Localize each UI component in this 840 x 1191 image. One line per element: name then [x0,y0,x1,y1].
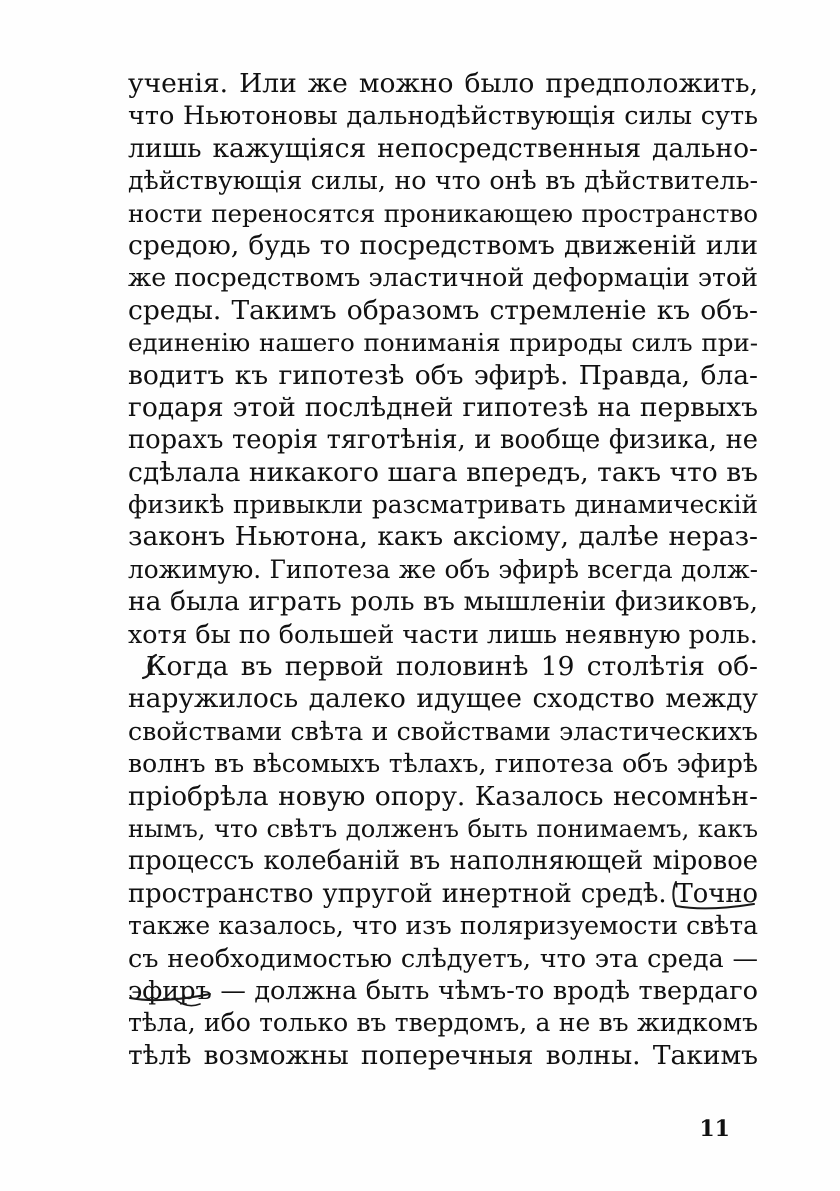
text-line: нымъ, что свѣтъ долженъ быть понимаемъ, какъ [128,813,758,843]
text-line: хотя бы по большей части лишь неявную роль. [128,619,758,649]
text-line: ложимую. Гипотеза же объ эфирѣ всегда долж- [128,554,758,584]
page-number: 11 [699,1116,730,1142]
text-line: ученія. Или же можно было предположить, [128,68,758,99]
text-line: тѣла, ибо только въ твердомъ, а не въ жидкомъ [128,1008,758,1038]
text-line: физикѣ привыкли разсматривать динамическій [128,490,758,520]
body-text [128,68,758,1072]
text-line: пріобрѣла новую опору. Казалось несомнѣн- [128,780,758,812]
text-line: водитъ къ гипотезѣ объ эфирѣ. Правда, бла- [128,359,758,391]
text-line: ности переносятся проникающею пространство [128,198,758,228]
text-line: свойствами свѣта и свойствами эластическихъ [128,716,758,746]
text-line: лишь кажущіяся непосредственныя дально- [128,132,758,164]
text-line: единенію нашего пониманія природы силъ при- [128,328,758,358]
text-line: же посредствомъ эластичной деформаціи этой [128,263,758,293]
text-line: годаря этой послѣдней гипотезѣ на первыхъ [128,391,758,423]
text-line: порахъ теорія тяготѣнія, и вообще физика, не [128,425,758,456]
text-line: что Ньютоновы дальнодѣйствующія силы суть [128,101,758,132]
text-line: эфиръ — должна быть чѣмъ-то вродѣ твердаго [128,975,758,1006]
text-line: на была играть роль въ мышленіи физиковъ, [128,586,758,618]
text-line: также казалось, что изъ поляризуемости свѣта [128,911,758,941]
paragraph-start-line: Когда въ первой половинѣ 19 столѣтія об- [146,651,758,683]
text-line: тѣлѣ возможны поперечныя волны. Такимъ [128,1039,758,1071]
text-line: пространство упругой инертной средѣ. Точно [128,878,758,909]
text-line: наружилось далеко идущее сходство между [128,683,758,715]
text-line: съ необходимостью слѣдуетъ, что эта среда — [128,943,758,974]
text-line: процессъ колебаній въ наполняющей міровое [128,846,758,877]
text-line: среды. Такимъ образомъ стремленіе къ объ- [128,294,758,326]
text-line: дѣйствующія силы, но что онѣ въ дѣйствитель- [128,166,758,196]
text-line: сдѣлала никакого шага впередъ, такъ что въ [128,456,758,488]
text-line: законъ Ньютона, какъ аксіому, далѣе нераз- [128,521,758,553]
text-line: средою, будь то посредствомъ движеній или [128,229,758,261]
text-line: волнъ въ вѣсомыхъ тѣлахъ, гипотеза объ эфирѣ [128,749,758,779]
